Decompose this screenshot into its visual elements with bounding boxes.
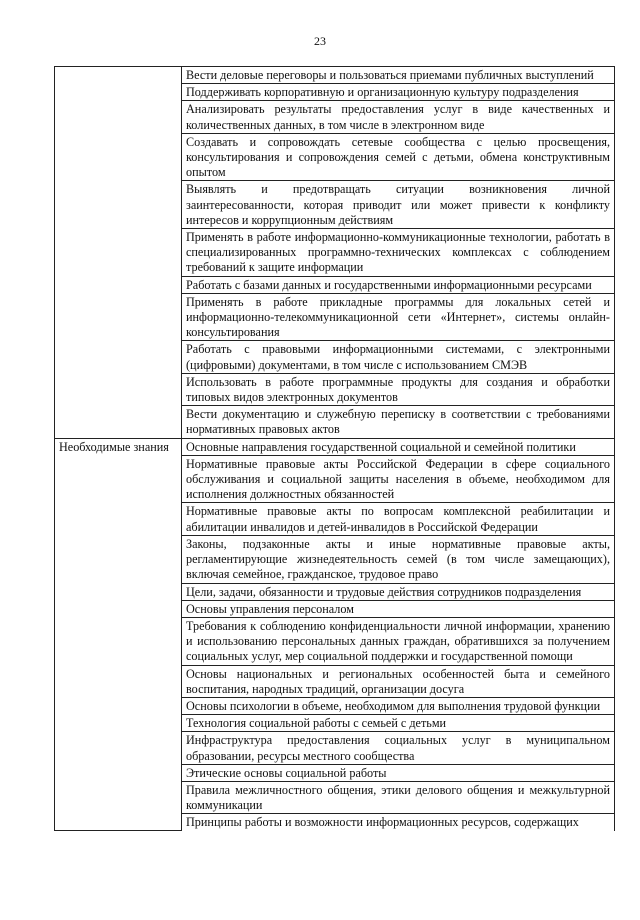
table-row [55, 438, 615, 455]
requirement-item: Нормативные правовые акты Российской Федерации в сфере социального обслуживания и социальной защиты населения в объеме, необходимом для исполнения должностных обязанностей [182, 455, 615, 503]
requirement-item: Выявлять и предотвращать ситуации возникновения личной заинтересованности, которая приводит или может привести к конфликту интересов и коррупционным действиям [182, 181, 615, 229]
requirement-item: Основные направления государственной социальной и семейной политики [182, 438, 615, 455]
requirement-item: Цели, задачи, обязанности и трудовые действия сотрудников подразделения [182, 583, 615, 600]
requirement-item: Поддерживать корпоративную и организационную культуру подразделения [182, 84, 615, 101]
section-label [55, 67, 182, 439]
requirement-item: Создавать и сопровождать сетевые сообщества с целью просвещения, консультирования и сопровождения семей с детьми, обмена конструктивным опытом [182, 133, 615, 181]
requirement-item: Использовать в работе программные продукты для создания и обработки типовых видов электронных документов [182, 373, 615, 405]
requirement-item: Нормативные правовые акты по вопросам комплексной реабилитации и абилитации инвалидов и детей-инвалидов в Российской Федерации [182, 503, 615, 535]
requirement-item: Основы национальных и региональных особенностей быта и семейного воспитания, народных традиций, организации досуга [182, 665, 615, 697]
requirement-item: Применять в работе информационно-коммуникационные технологии, работать в специализированных программно-технических комплексах с соблюдением требований к защите информации [182, 229, 615, 277]
requirement-item: Этические основы социальной работы [182, 764, 615, 781]
requirement-item: Работать с правовыми информационными системами, с электронными (цифровыми) документами, в том числе с использованием СМЭВ [182, 341, 615, 373]
requirements-table [54, 66, 615, 831]
requirement-item: Технология социальной работы с семьей с детьми [182, 715, 615, 732]
requirement-item: Применять в работе прикладные программы для локальных сетей и информационно-телекоммуникационной сети «Интернет», системы онлайн-консультирования [182, 293, 615, 341]
requirement-item: Анализировать результаты предоставления услуг в виде качественных и количественных данных, в том числе в электронном виде [182, 101, 615, 133]
requirement-item: Основы управления персоналом [182, 600, 615, 617]
table-row [55, 67, 615, 84]
section-label: Необходимые знания [55, 438, 182, 830]
requirement-item: Правила межличностного общения, этики делового общения и межкультурной коммуникации [182, 781, 615, 813]
requirement-item: Вести деловые переговоры и пользоваться приемами публичных выступлений [182, 67, 615, 84]
requirement-item: Работать с базами данных и государственными информационными ресурсами [182, 276, 615, 293]
requirement-item: Инфраструктура предоставления социальных услуг в муниципальном образовании, ресурсы местного сообщества [182, 732, 615, 764]
requirement-item: Законы, подзаконные акты и иные нормативные правовые акты, регламентирующие жизнедеятельность семей (в том числе замещающих), включая семейное, гражданское, трудовое право [182, 535, 615, 583]
requirement-item: Основы психологии в объеме, необходимом для выполнения трудовой функции [182, 697, 615, 714]
requirement-item: Требования к соблюдению конфиденциальности личной информации, хранению и использованию персональных данных граждан, обратившихся за получением социальных услуг, мер социальной поддержки и государственной помощи [182, 617, 615, 665]
requirement-item: Вести документацию и служебную переписку в соответствии с требованиями нормативных правовых актов [182, 406, 615, 438]
requirement-item: Принципы работы и возможности информационных ресурсов, содержащих [182, 814, 615, 831]
page-number: 23 [314, 34, 326, 48]
